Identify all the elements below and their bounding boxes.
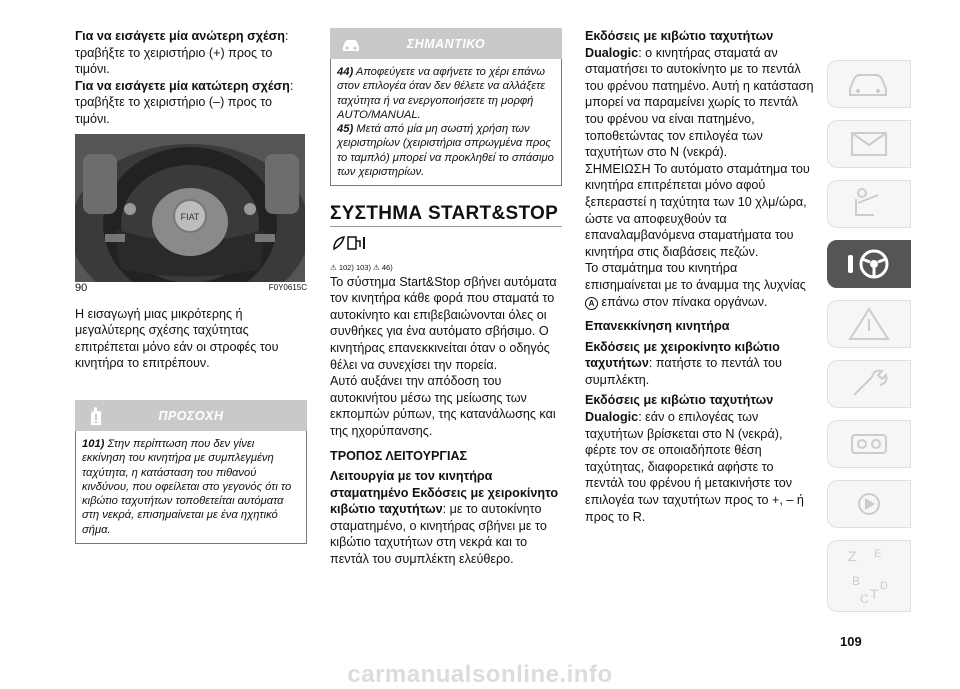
- tab-car-info[interactable]: [827, 60, 911, 108]
- tab-index[interactable]: [827, 540, 911, 612]
- warning-box: 101) Στην περίπτωση που δεν γίνει εκκίνηση του κινητήρα με συμπλεγμένη ταχύτητα, η κατάσταση του πιθανού κινδύνου, που οφείλεται στο γεγονός ότι το κιβώτιο ταχυτήτων τοποθετείται αυτόματα στη νεκρά, επισημαίνεται με ένα ηχητικό σήμα.: [75, 431, 307, 544]
- section-heading: ΣΥΣΤΗΜΑ START&STOP: [330, 203, 559, 225]
- tab-maintenance[interactable]: [827, 360, 911, 408]
- page-number: 109: [840, 634, 862, 649]
- warning-road-icon: [844, 305, 894, 343]
- tab-starting-driving[interactable]: [827, 240, 911, 288]
- watermark: carmanualsonline.info: [347, 661, 613, 688]
- note-box-header: [330, 28, 562, 59]
- dashboard-message-icon: [844, 125, 894, 163]
- figure-code: F0Y0615C: [268, 282, 307, 292]
- tech-data-icon: [844, 425, 894, 463]
- tab-dashboard[interactable]: [827, 120, 911, 168]
- svg-text:D: D: [880, 580, 888, 592]
- figure-number: 90: [75, 281, 88, 294]
- svg-text:B: B: [852, 574, 861, 588]
- service-wrench-icon: [844, 365, 894, 403]
- svg-text:T: T: [870, 586, 879, 602]
- steering-wheel-figure: [75, 134, 305, 282]
- note-box: [330, 59, 562, 186]
- eco-fuel-icon: [330, 233, 370, 253]
- warning-box-header: [75, 400, 307, 431]
- paragraph-startstop-benefit: Αυτό αυξάνει την απόδοση του αυτοκινήτου μέσω της μείωσης των εκπομπών ρύπων, της κατανάλωσης και της ηχορύπανσης.: [330, 374, 556, 438]
- paragraph-warning-light: Το σταμάτημα του κινητήρα επισημαίνεται με το άναμμα της λυχνίας A επάνω στον πίνακα οργάνων.: [585, 261, 806, 309]
- paragraph-dualogic-stop: Εκδόσεις με κιβώτιο ταχυτήτων Dualogic: ο κινητήρας σταματά αν σταματήσει το αυτοκίνητο με το πεντάλ του φρένου πατημένο. Αυτή η κατάσταση μπορεί να παραμείνει χωρίς το πεντάλ του φρένου να είναι πατημένο, τοποθετώντας τον επιλογέα των ταχυτήτων στο N (νεκρά).: [585, 29, 814, 160]
- index-letters-icon: [844, 545, 894, 611]
- paragraph-restart-dualogic: Εκδόσεις με κιβώτιο ταχυτήτων Dualogic: εάν ο επιλογέας των ταχυτήτων βρίσκεται στο N (νεκρά), φέρτε τον σε οποιαδήποτε θέση ταχύτητας, διαφορετικά αφήστε το πεντάλ του φρένου ή μετακινήστε τον επιλογέα των ταχυτήτων προς το +, – ή προς το R.: [585, 393, 804, 524]
- tab-safety[interactable]: [827, 180, 911, 228]
- key-steering-icon: [844, 245, 894, 283]
- column-right: [585, 28, 815, 525]
- car-info-icon: [844, 65, 894, 103]
- paragraph-upshift: Για να εισάγετε μία ανώτερη σχέση: τραβήξτε το χειριστήριο (+) προς το τιμόνι.: [75, 29, 289, 77]
- seat-safety-icon: [844, 185, 894, 223]
- svg-text:FIAT: FIAT: [180, 211, 200, 222]
- paragraph-startstop-intro: Το σύστημα Start&Stop σβήνει αυτόματα τον κινητήρα κάθε φορά που σταματά το αυτοκίνητο και επιβεβαιώνονται όλες οι συνθήκες για ένα αυτόματο σβήσιμο. Ο κινητήρας επανεκκινείται όταν ο οδηγός θέλει να συνεχίσει την πορεία.: [330, 274, 557, 372]
- tab-emergency[interactable]: [827, 300, 911, 348]
- column-left: [75, 28, 307, 544]
- car-ref-icon: ⚠: [373, 262, 380, 272]
- note-45: 45) Μετά από μία μη σωστή χρήση των χειριστηρίων (χειριστήρια σπρωγμένα προς το ταμπλό) μπορεί να προκληθεί το σπάσιμο των χειριστηρίων.: [337, 123, 554, 179]
- paragraph-downshift: Για να εισάγετε μία κατώτερη σχέση: τραβήξτε το χειριστήριο (–) προς το τιμόνι.: [75, 78, 294, 126]
- paragraph-gear-rpm: Η εισαγωγή μιας μικρότερης ή μεγαλύτερης σχέσης ταχύτητας επιτρέπεται μόνο εάν οι στροφές του κινητήρα το επιτρέπουν.: [75, 306, 279, 371]
- tab-tech-data[interactable]: [827, 420, 911, 468]
- tab-multimedia[interactable]: [827, 480, 911, 528]
- svg-text:E: E: [874, 548, 882, 560]
- paragraph-engine-stop-manual: Λειτουργία με τον κινητήρα σταματημένο Εκδόσεις με χειροκίνητο κιβώτιο ταχυτήτων: με το αυτοκίνητο σταματημένο, ο κινητήρας σβήνει με το κιβώτιο ταχυτήτων στη νεκρά και το πεντάλ του συμπλέκτη ελεύθερο.: [330, 469, 559, 567]
- subheading-operation: ΤΡΟΠΟΣ ΛΕΙΤΟΥΡΓΙΑΣ: [330, 448, 468, 463]
- steering-wheel-illustration: [75, 134, 305, 282]
- svg-text:C: C: [860, 592, 869, 606]
- paragraph-restart-manual: Εκδόσεις με χειροκίνητο κιβώτιο ταχυτήτων: πατήστε το πεντάλ του συμπλέκτη.: [585, 339, 782, 387]
- note-44: 44) Αποφεύγετε να αφήνετε το χέρι επάνω στον επιλογέα όταν δεν θέλετε να αλλάξετε ταχύτητα ή να ενεργοποιήσετε τη μορφή AUTO/MANUAL.: [337, 66, 546, 121]
- multimedia-icon: [844, 485, 894, 523]
- column-middle: [330, 28, 562, 568]
- note-title: ΣΗΜΑΝΤΙΚΟ: [406, 37, 486, 51]
- caution-ref-icon: ⚠: [330, 262, 337, 272]
- warning-title: ΠΡΟΣΟΧΗ: [158, 408, 224, 423]
- reference-marks: ⚠ 102) 103) ⚠ 46): [330, 262, 393, 272]
- paragraph-note: ΣΗΜΕΙΩΣΗ Το αυτόματο σταμάτημα του κινητήρα επιτρέπεται μόνο αφού ξεπεραστεί η ταχύτητα των 10 χλμ/ώρα, ώστε να αποφευχθούν τα επαναλαμβανόμενα σταματήματα του κινητήρα στις διαβάσεις πεζών.: [585, 161, 810, 259]
- svg-text:Z: Z: [848, 548, 857, 564]
- subheading-restart: Επανεκκίνηση κινητήρα: [585, 319, 730, 334]
- auto-stop-icon: A: [585, 297, 598, 310]
- figure-caption: [75, 282, 307, 294]
- heading-divider: [330, 226, 562, 227]
